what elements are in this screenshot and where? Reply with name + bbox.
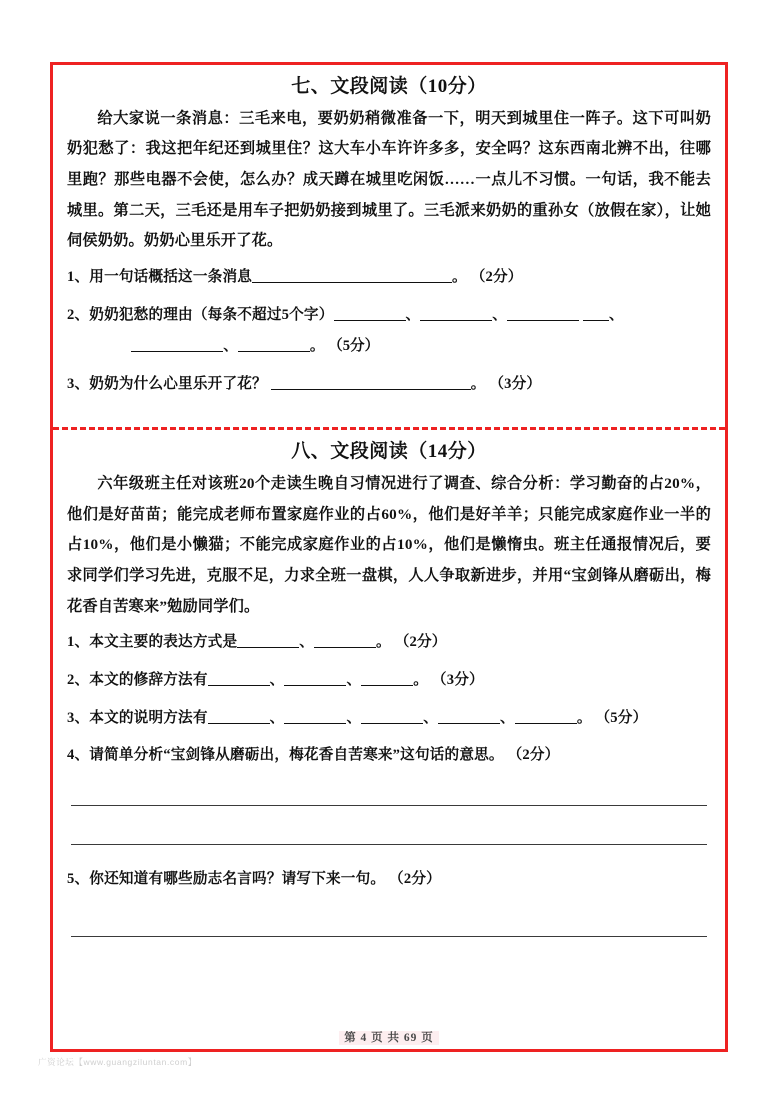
- answer-blank[interactable]: [238, 337, 310, 352]
- question-text: 本文的修辞方法有: [89, 671, 208, 688]
- answer-blank[interactable]: [271, 375, 471, 390]
- section-eight-question-4: [67, 737, 711, 775]
- section-eight-title-text: 八、文段阅读: [291, 441, 409, 463]
- section-seven-score: （10分）: [408, 76, 487, 97]
- question-number: 1、: [67, 269, 90, 286]
- answer-blank[interactable]: [583, 306, 609, 321]
- question-score: （3分）: [489, 375, 542, 392]
- answer-blank[interactable]: [284, 671, 346, 686]
- question-score: （2分）: [470, 269, 523, 286]
- section-seven: [53, 65, 725, 417]
- question-number: 3、: [67, 375, 90, 392]
- section-seven-question-2-continued: 、 。 （5分）: [67, 334, 711, 366]
- answer-rule[interactable]: [71, 936, 707, 937]
- question-number: 4、: [67, 747, 90, 764]
- answer-blank[interactable]: [507, 306, 579, 321]
- section-eight-score: （14分）: [408, 441, 487, 463]
- section-eight-question-5: [67, 845, 711, 899]
- question-score: （2分）: [394, 634, 447, 651]
- answer-blank[interactable]: [208, 709, 270, 724]
- question-text: 本文主要的表达方式是: [89, 634, 238, 651]
- answer-rule[interactable]: [71, 805, 707, 806]
- section-seven-title: [65, 74, 713, 100]
- page-number-label: 第 4 页 共 69 页: [339, 1031, 439, 1045]
- section-seven-question-3: [67, 366, 711, 404]
- question-tail: 。: [470, 375, 486, 392]
- forum-watermark: 广资论坛【www.guangziluntan.com】: [38, 1057, 197, 1067]
- answer-blank[interactable]: [314, 634, 376, 649]
- question-tail: 。: [576, 709, 592, 726]
- section-eight-question-2: 2、本文的修辞方法有 、 、 。 （3分）: [67, 671, 484, 688]
- answer-blank[interactable]: [237, 634, 299, 649]
- section-eight-question-3: 3、本文的说明方法有 、 、 、 、 。 （5分）: [67, 709, 648, 726]
- question-tail: 。: [413, 671, 429, 688]
- question-number: 2、: [67, 671, 90, 688]
- question-text: 奶奶为什么心里乐开了花？: [89, 375, 267, 392]
- section-seven-question-2: 2、奶奶犯愁的理由（每条不超过5个字） 、 、 、: [67, 306, 624, 323]
- section-eight-question-1: 1、本文主要的表达方式是 、 。 （2分）: [67, 634, 447, 651]
- answer-blank[interactable]: [361, 671, 413, 686]
- question-score: （5分）: [328, 338, 380, 355]
- section-eight-title: [65, 439, 713, 465]
- answer-blank[interactable]: [334, 306, 406, 321]
- answer-blank[interactable]: [284, 709, 346, 724]
- question-tail: 。: [376, 634, 391, 651]
- question-number: 2、: [67, 306, 90, 323]
- answer-blank[interactable]: [361, 709, 423, 724]
- answer-blank[interactable]: [131, 337, 223, 352]
- question-tail: 。: [309, 338, 325, 355]
- section-eight: [53, 430, 725, 937]
- answer-blank[interactable]: [515, 709, 577, 724]
- section-seven-title-text: 七、文段阅读: [291, 76, 409, 97]
- question-score: （2分）: [507, 747, 560, 764]
- question-score: （3分）: [431, 671, 484, 688]
- question-number: 5、: [67, 870, 90, 887]
- section-eight-passage: 六年级班主任对该班20个走读生晚自习情况进行了调查、综合分析：学习勤奋的占20%，他们是好苗苗；能完成老师布置家庭作业的占60%，他们是好羊羊；只能完成家庭作业一半的占10%，他们是小懒猫；不能完成家庭作业的占10%，他们是懒惰虫。班主任通报情况后，要求同学们学习先进，克服不足，力求全班一盘棋，人人争取新进步，并用“宝剑锋从磨砺出，梅花香自苦寒来”勉励同学们。: [67, 474, 711, 615]
- question-score: （5分）: [595, 709, 648, 726]
- question-tail: 。: [452, 269, 467, 286]
- question-number: 1、: [67, 634, 90, 651]
- answer-blank[interactable]: [208, 671, 270, 686]
- question-number: 3、: [67, 709, 90, 726]
- answer-blank[interactable]: [438, 709, 500, 724]
- question-text: 请简单分析“宝剑锋从磨砺出，梅花香自苦寒来”这句话的意思。: [89, 747, 504, 764]
- answer-blank[interactable]: [420, 306, 492, 321]
- question-text: 本文的说明方法有: [89, 709, 208, 726]
- section-seven-question-1: [67, 259, 711, 297]
- answer-blank[interactable]: [252, 268, 452, 283]
- question-text: 奶奶犯愁的理由（每条不超过5个字）: [89, 306, 334, 323]
- question-score: （2分）: [389, 870, 441, 887]
- section-seven-passage: 给大家说一条消息：三毛来电，要奶奶稍微准备一下，明天到城里住一阵子。这下可叫奶奶犯愁了：我这把年纪还到城里住？这大车小车许许多多，安全吗？这东西南北辨不出，往哪里跑？那些电器不会使，怎么办？成天蹲在城里吃闲饭……一点儿不习惯。一句话，我不能去城里。第二天，三毛还是用车子把奶奶接到城里了。三毛派来奶奶的重孙女（放假在家），让她伺侯奶奶。奶奶心里乐开了花。: [67, 109, 711, 250]
- page-number-footer: [53, 1029, 725, 1045]
- question-text: 用一句话概括这一条消息: [89, 269, 253, 286]
- exam-paper-frame: [50, 62, 728, 1052]
- question-text: 你还知道有哪些励志名言吗？请写下来一句。: [89, 870, 386, 887]
